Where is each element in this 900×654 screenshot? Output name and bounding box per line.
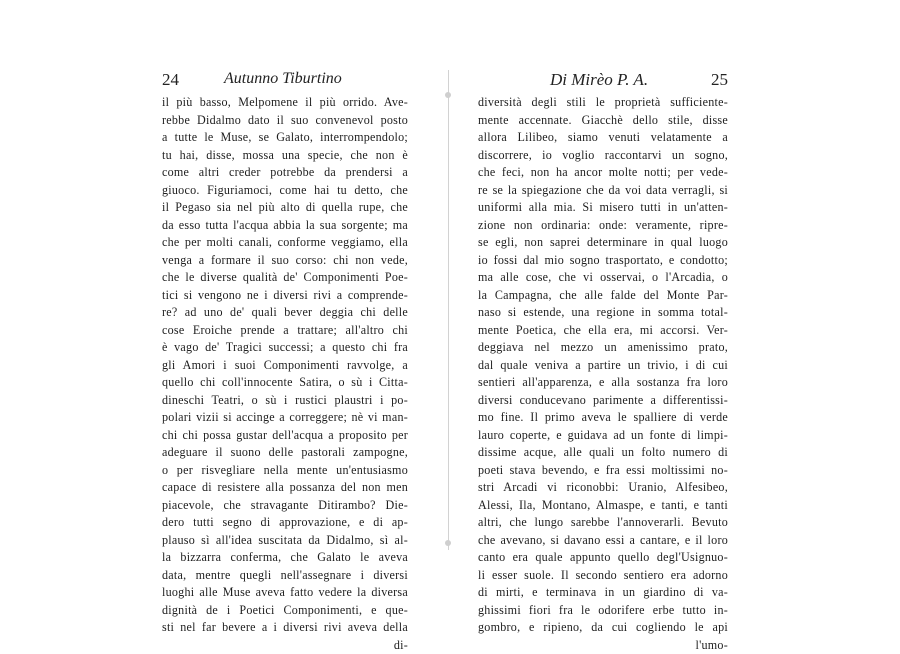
text-line: a tutte le Muse, se Galato, interrompendolo;: [162, 129, 408, 147]
text-line: adeguare il suono delle pastorali zampogne,: [162, 444, 408, 462]
text-line: tu hai, disse, mossa una specie, che non è: [162, 147, 408, 165]
text-line: mo fine. Il primo aveva le spalliere di verde: [478, 409, 728, 427]
text-line: Alessi, Ila, Montano, Almaspe, e tanti, e tanti: [478, 497, 728, 515]
text-line: re se la spiegazione che da voi data verragli, si: [478, 182, 728, 200]
text-line: come altri creder potrebbe da prendersi a: [162, 164, 408, 182]
text-line: data, mentre quegli nell'assegnare i diversi: [162, 567, 408, 585]
right-running-title: Di Mirèo P. A.: [550, 70, 648, 90]
text-line: il più basso, Melpomene il più orrido. Ave-: [162, 94, 408, 112]
text-line: piacevole, che stravagante Ditirambo? Die-: [162, 497, 408, 515]
text-line: lauro coperte, e guidava ad un fonte di limpi-: [478, 427, 728, 445]
text-line: mente accennate. Giacchè dello stile, disse: [478, 112, 728, 130]
text-line: è vago de' Tragici successi; a questo chi fra: [162, 339, 408, 357]
text-line: cose Eroiche prende a trattare; all'altro chi: [162, 322, 408, 340]
left-page-number: 24: [162, 70, 179, 90]
right-page: [478, 70, 728, 654]
text-line: da esso tutta l'acqua abbia la sua sorgente; ma: [162, 217, 408, 235]
text-line: che per molti canali, conforme veggiamo, ella: [162, 234, 408, 252]
text-line: re? ad uno de' quali bever deggia chi delle: [162, 304, 408, 322]
text-line: stri Arcadi vi riconobbi: Uranio, Alfesibeo,: [478, 479, 728, 497]
text-line: deggiava nel mezzo un amenissimo prato,: [478, 339, 728, 357]
text-line: chi chi possa gustar dell'acqua a proposito per: [162, 427, 408, 445]
text-line: plauso sì all'idea suscitata da Didalmo, sì al-: [162, 532, 408, 550]
text-line: che le diverse qualità de' Componimenti Poe-: [162, 269, 408, 287]
text-line: mente Poetica, che ella era, mi accorsi. Ver-: [478, 322, 728, 340]
text-line: tici si vengono ne i diversi rivi a comprende-: [162, 287, 408, 305]
text-line: polari vizii si accinge a correggere; nè vi man-: [162, 409, 408, 427]
text-line: discorrere, io voglio raccontarvi un sogno,: [478, 147, 728, 165]
catchword: l'umo-: [478, 637, 728, 654]
catchword: di-: [162, 637, 408, 654]
text-line: diversi conducevano parimente a differentissi-: [478, 392, 728, 410]
text-line: poeti stava bevendo, e fra essi moltissimi no-: [478, 462, 728, 480]
text-line: la bizzarra conferma, che Galato le aveva: [162, 549, 408, 567]
text-line: la Campagna, che alle falde del Monte Par-: [478, 287, 728, 305]
text-line: gombro, e ripieno, da cui cogliendo le api: [478, 619, 728, 637]
text-line: allora Lilibeo, siamo venuti velatamente a: [478, 129, 728, 147]
text-line: che avevano, si davano essi a cantare, e il loro: [478, 532, 728, 550]
text-line: luoghi alle Muse aveva fatto vedere la diversa: [162, 584, 408, 602]
text-line: dissime acque, alle quali un folto numero di: [478, 444, 728, 462]
left-running-title: Autunno Tiburtino: [224, 70, 342, 88]
left-page-header: [162, 70, 408, 90]
text-line: ghissimi fiori fra le odorifere erbe tutto in-: [478, 602, 728, 620]
text-line: zione non ordinaria: onde: veramente, ripre-: [478, 217, 728, 235]
gutter-stitch-mark: [445, 92, 451, 98]
text-line: li esser suole. Il secondo sentiero era adorno: [478, 567, 728, 585]
text-line: venga a formare il suo corso: chi non vede,: [162, 252, 408, 270]
text-line: dineschi Teatri, o sù i rustici plaustri i po-: [162, 392, 408, 410]
text-line: quello chi coll'innocente Satira, o sù i Citta-: [162, 374, 408, 392]
text-line: dero tutti segno di approvazione, e di ap-: [162, 514, 408, 532]
text-line: o per risvegliare nella mente un'entusiasmo: [162, 462, 408, 480]
gutter-stitch-mark: [445, 540, 451, 546]
right-page-number: 25: [711, 70, 728, 90]
text-line: sti nel far bevere a i diversi rivi aveva della: [162, 619, 408, 637]
text-line: dal quale veniva a partire un trivio, i di cui: [478, 357, 728, 375]
text-line: altri, che lungo sarebbe l'annoverarli. Bevuto: [478, 514, 728, 532]
text-line: naso si estende, una regione in somma total-: [478, 304, 728, 322]
text-line: di mirti, e terminava in un giardino di va-: [478, 584, 728, 602]
text-line: se egli, non saprei determinare in qual luogo: [478, 234, 728, 252]
text-line: capace di resistere alla possanza del non men: [162, 479, 408, 497]
text-line: diversità degli stili le proprietà sufficiente-: [478, 94, 728, 112]
text-line: rebbe Didalmo dato il suo convenevol posto: [162, 112, 408, 130]
text-line: canto era quale appunto quello degl'Usignuo-: [478, 549, 728, 567]
text-line: io fossi dal mio sogno trasportato, e condotto;: [478, 252, 728, 270]
text-line: gli Amori i suoi Componimenti ravvolge, a: [162, 357, 408, 375]
text-line: ma alle cose, che vi osservai, o l'Arcadia, o: [478, 269, 728, 287]
text-line: giuoco. Figuriamoci, come hai tu detto, che: [162, 182, 408, 200]
right-page-body: [478, 94, 728, 654]
text-line: uniformi alla mia. Si misero tutti in un'atten-: [478, 199, 728, 217]
left-page: [162, 70, 408, 654]
right-page-header: [478, 70, 728, 90]
book-gutter: [448, 70, 449, 550]
text-line: dignità de i Poetici Componimenti, e que-: [162, 602, 408, 620]
text-line: sentieri all'apparenza, e alla sostanza fra loro: [478, 374, 728, 392]
left-page-body: [162, 94, 408, 654]
text-line: il Pegaso sia nel più alto di quella rupe, che: [162, 199, 408, 217]
text-line: che feci, non ha ancor molte notti; per vede-: [478, 164, 728, 182]
